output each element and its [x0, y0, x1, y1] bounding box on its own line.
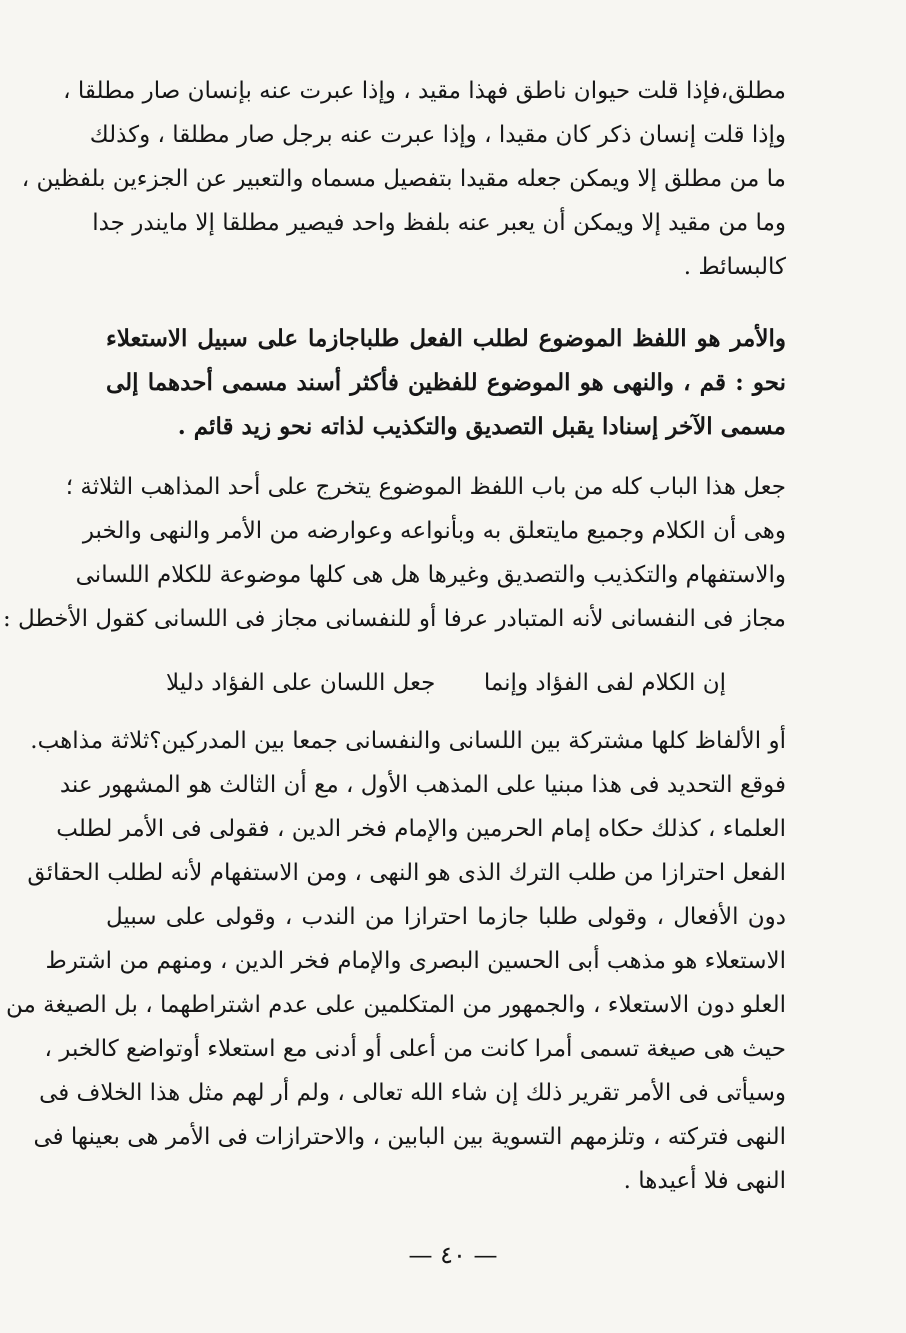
- text-line: النهى فتركته ، وتلزمهم التسوية بين البابين ، والاحترازات فى الأمر هى بعينها فى: [33, 1124, 786, 1150]
- text-line: ما من مطلق إلا ويمكن جعله مقيدا بتفصيل مسماه والتعبير عن الجزءين بلفظين ،: [21, 166, 786, 192]
- text-line: حيث هى صيغة تسمى أمرا كانت من أعلى أو أدنى مع استعلاء أوتواضع كالخبر ،: [44, 1036, 786, 1062]
- definition-line: مسمى الآخر إسنادا يقبل التصديق والتكذيب لذاته نحو زيد قائم .: [177, 413, 786, 440]
- text-line: العلماء ، كذلك حكاه إمام الحرمين والإمام فخر الدين ، فقولى فى الأمر لطلب: [56, 816, 786, 842]
- text-line: النهى فلا أعيدها .: [623, 1168, 786, 1194]
- text-line: الاستعلاء هو مذهب أبى الحسين البصرى والإمام فخر الدين ، ومنهم من اشترط: [45, 948, 786, 974]
- text-line: كالبسائط .: [683, 254, 786, 280]
- poetry-verse: [166, 666, 726, 700]
- text-line: جعل هذا الباب كله من باب اللفظ الموضوع يتخرج على أحد المذاهب الثلاثة ؛: [65, 474, 786, 500]
- text-line: دون الأفعال ، وقولى طلبا جازما احترازا من الندب ، وقولى على سبيل: [106, 904, 786, 930]
- text-line: مجاز فى النفسانى لأنه المتبادر عرفا أو للنفسانى مجاز فى اللسانى كقول الأخطل :: [2, 606, 786, 632]
- text-line: وما من مقيد إلا ويمكن أن يعبر عنه بلفظ واحد فيصير مطلقا إلا مايندر جدا: [92, 210, 786, 236]
- text-line: وهى أن الكلام وجميع مايتعلق به وبأنواعه وعوارضه من الأمر والنهى والخبر: [82, 518, 786, 544]
- text-line: والاستفهام والتكذيب والتصديق وغيرها هل هى كلها موضوعة للكلام اللسانى: [75, 562, 786, 588]
- text-line: وسيأتى فى الأمر تقرير ذلك إن شاء الله تعالى ، ولم أر لهم مثل هذا الخلاف فى: [39, 1080, 786, 1106]
- page-number: — ٤٠ —: [408, 1241, 498, 1269]
- text-line: فوقع التحديد فى هذا مبنيا على المذهب الأول ، مع أن الثالث هو المشهور عند: [59, 772, 786, 798]
- definition-line: نحو : قم ، والنهى هو الموضوع للفظين فأكثر أسند مسمى أحدهما إلى: [106, 369, 786, 396]
- text-line: مطلق،فإذا قلت حيوان ناطق فهذا مقيد ، وإذا عبرت عنه بإنسان صار مطلقا ،: [63, 78, 786, 104]
- verse-first-hemistich: إن الكلام لفى الفؤاد وإنما: [483, 670, 726, 696]
- text-line: الفعل احترازا من طلب الترك الذى هو النهى ، ومن الاستفهام لأنه لطلب الحقائق: [27, 860, 786, 886]
- verse-second-hemistich: جعل اللسان على الفؤاد دليلا: [166, 670, 436, 696]
- text-line: أو الألفاظ كلها مشتركة بين اللسانى والنفسانى جمعا بين المدركين؟ثلاثة مذاهب.: [30, 728, 786, 754]
- text-line: وإذا قلت إنسان ذكر كان مقيدا ، وإذا عبرت عنه برجل صار مطلقا ، وكذلك: [89, 122, 786, 148]
- definition-line: والأمر هو اللفظ الموضوع لطلب الفعل طلباجازما على سبيل الاستعلاء: [106, 325, 786, 352]
- text-line: العلو دون الاستعلاء ، والجمهور من المتكلمين على عدم اشتراطهما ، بل الصيغة من: [5, 992, 786, 1018]
